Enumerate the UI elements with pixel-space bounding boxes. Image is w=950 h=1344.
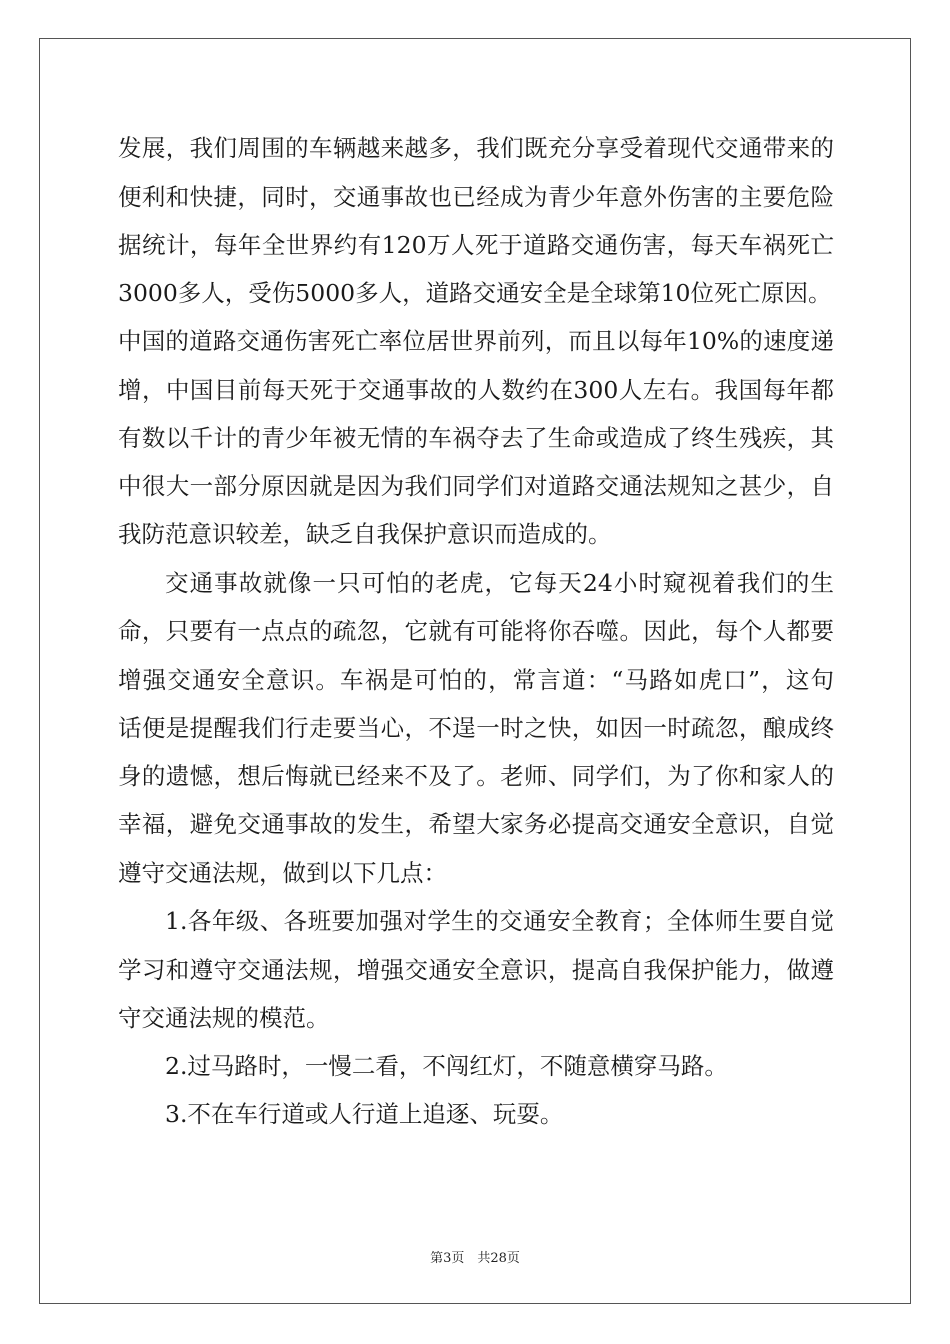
paragraph-start-line: 交通事故就像一只可怕的老虎，它每天24小时窥视着我们的生 <box>165 569 834 597</box>
body-line: 学习和遵守交通法规，增强交通安全意识，提高自我保护能力，做遵 <box>118 956 834 984</box>
list-item-2-line: 2.过马路时，一慢二看，不闯红灯，不随意横穿马路。 <box>165 1052 728 1080</box>
body-line: 3000多人，受伤5000多人，道路交通安全是全球第10位死亡原因。 <box>118 279 832 307</box>
body-line: 幸福，避免交通事故的发生，希望大家务必提高交通安全意识，自觉 <box>118 810 834 838</box>
body-line: 守交通法规的模范。 <box>118 1004 330 1032</box>
list-item-1-line: 1.各年级、各班要加强对学生的交通安全教育；全体师生要自觉 <box>165 907 834 935</box>
body-line: 据统计，每年全世界约有120万人死于道路交通伤害，每天车祸死亡 <box>118 231 834 259</box>
body-line: 中国的道路交通伤害死亡率位居世界前列，而且以每年10%的速度递 <box>118 327 834 355</box>
list-item-3-line: 3.不在车行道或人行道上追逐、玩耍。 <box>165 1100 564 1128</box>
body-line: 遵守交通法规，做到以下几点： <box>118 859 447 887</box>
body-line: 命，只要有一点点的疏忽，它就有可能将你吞噬。因此，每个人都要 <box>118 617 834 645</box>
body-line: 便利和快捷，同时，交通事故也已经成为青少年意外伤害的主要危险 <box>118 183 834 211</box>
body-line: 我防范意识较差，缺乏自我保护意识而造成的。 <box>118 520 612 548</box>
body-line: 增，中国目前每天死于交通事故的人数约在300人左右。我国每年都 <box>118 376 834 404</box>
body-line: 身的遗憾，想后悔就已经来不及了。老师、同学们，为了你和家人的 <box>118 762 834 790</box>
page-number-footer: 第3页 共28页 <box>430 1251 520 1266</box>
body-line: 中很大一部分原因就是因为我们同学们对道路交通法规知之甚少，自 <box>118 472 834 500</box>
body-line: 话便是提醒我们行走要当心，不逞一时之快，如因一时疏忽，酿成终 <box>118 714 834 742</box>
body-line: 增强交通安全意识。车祸是可怕的，常言道：“马路如虎口”，这句 <box>118 666 834 694</box>
body-line: 有数以千计的青少年被无情的车祸夺去了生命或造成了终生残疾，其 <box>118 424 834 452</box>
body-line: 发展，我们周围的车辆越来越多，我们既充分享受着现代交通带来的 <box>118 134 834 162</box>
